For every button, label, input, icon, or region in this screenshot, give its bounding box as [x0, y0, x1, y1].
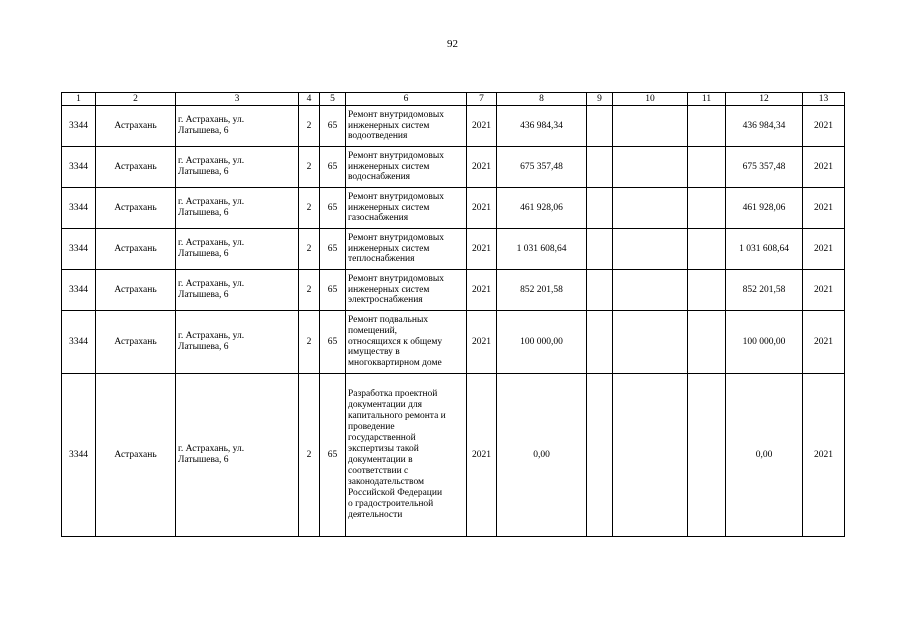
cell-line: Российской Федерации [348, 487, 443, 498]
column-header: 13 [803, 93, 845, 106]
cell-c6 [346, 229, 467, 270]
cell-c11 [688, 106, 726, 147]
cell-c2: Астрахань [96, 188, 176, 229]
cell-line: г. Астрахань, ул. [178, 331, 245, 342]
cell-c9 [587, 311, 613, 374]
cell-c5: 65 [320, 374, 346, 537]
cell-c10 [613, 270, 688, 311]
cell-line: проведение [348, 422, 395, 433]
column-header: 7 [467, 93, 497, 106]
cell-line: документации в [348, 455, 413, 465]
cell-c4: 2 [299, 188, 320, 229]
cell-c7: 2021 [467, 229, 497, 270]
column-header: 4 [299, 93, 320, 106]
cell-c11 [688, 147, 726, 188]
cell-c1: 3344 [62, 106, 96, 147]
table-row [62, 229, 845, 270]
cell-c11 [688, 270, 726, 311]
cell-c4: 2 [299, 147, 320, 188]
cell-c11 [688, 188, 726, 229]
cell-c10 [613, 374, 688, 537]
column-header: 11 [688, 93, 726, 106]
cell-c11 [688, 311, 726, 374]
column-header: 12 [726, 93, 803, 106]
cell-line: законодательством [348, 476, 425, 487]
cell-c7: 2021 [467, 188, 497, 229]
cell-c6 [346, 147, 467, 188]
cell-c6 [346, 106, 467, 147]
cell-line: г. Астрахань, ул. [178, 238, 245, 249]
cell-line: инженерных систем [348, 120, 430, 131]
cell-c7: 2021 [467, 374, 497, 537]
cell-c3 [176, 147, 299, 188]
cell-c9 [587, 188, 613, 229]
table-body [62, 106, 845, 537]
table-row [62, 147, 845, 188]
cell-line: инженерных систем [348, 202, 430, 213]
cell-line: г. Астрахань, ул. [178, 115, 245, 126]
cell-line: г. Астрахань, ул. [178, 197, 245, 208]
cell-line: газоснабжения [348, 213, 409, 224]
cell-line: экспертизы такой [348, 444, 419, 455]
cell-line: г. Астрахань, ул. [178, 279, 245, 290]
cell-line: Ремонт внутридомовых [348, 109, 444, 120]
cell-line: водоснабжения [348, 172, 411, 183]
cell-line: Латышева, 6 [178, 249, 229, 259]
cell-line: водоотведения [348, 131, 408, 142]
cell-c12: 436 984,34 [726, 106, 803, 147]
cell-c3 [176, 229, 299, 270]
cell-c12: 100 000,00 [726, 311, 803, 374]
cell-line: теплоснабжения [348, 254, 415, 265]
cell-line: Ремонт подвальных [348, 314, 429, 325]
cell-c5: 65 [320, 188, 346, 229]
cell-c7: 2021 [467, 147, 497, 188]
cell-c7: 2021 [467, 270, 497, 311]
cell-c4: 2 [299, 374, 320, 537]
page-number: 92 [447, 38, 458, 50]
cell-line: имуществу в [348, 347, 400, 358]
cell-c5: 65 [320, 311, 346, 374]
cell-line: Латышева, 6 [178, 455, 229, 465]
cell-line: Латышева, 6 [178, 126, 229, 136]
cell-c10 [613, 106, 688, 147]
table-row [62, 188, 845, 229]
cell-c9 [587, 147, 613, 188]
cell-c2: Астрахань [96, 311, 176, 374]
cell-c3 [176, 188, 299, 229]
cell-c3 [176, 270, 299, 311]
cell-line: деятельности [348, 509, 403, 520]
cell-c1: 3344 [62, 374, 96, 537]
cell-c2: Астрахань [96, 270, 176, 311]
cell-line: Латышева, 6 [178, 208, 229, 218]
cell-line: Латышева, 6 [178, 290, 229, 300]
cell-line: г. Астрахань, ул. [178, 156, 245, 167]
cell-line: относящихся к общему [348, 336, 443, 347]
cell-c8: 1 031 608,64 [497, 229, 587, 270]
cell-line: соответствии с [348, 465, 409, 476]
cell-c11 [688, 229, 726, 270]
cell-line: документации для [348, 400, 423, 411]
cell-c12: 852 201,58 [726, 270, 803, 311]
cell-c3 [176, 106, 299, 147]
cell-c13: 2021 [803, 311, 845, 374]
cell-c5: 65 [320, 270, 346, 311]
cell-c2: Астрахань [96, 147, 176, 188]
cell-c12: 461 928,06 [726, 188, 803, 229]
cell-c6 [346, 270, 467, 311]
table-row [62, 311, 845, 374]
table-header [62, 93, 845, 106]
column-header: 6 [346, 93, 467, 106]
cell-c10 [613, 188, 688, 229]
cell-c12: 675 357,48 [726, 147, 803, 188]
cell-c10 [613, 229, 688, 270]
column-header: 10 [613, 93, 688, 106]
cell-c8: 675 357,48 [497, 147, 587, 188]
cell-line: Латышева, 6 [178, 167, 229, 177]
cell-line: инженерных систем [348, 284, 430, 295]
column-header: 8 [497, 93, 587, 106]
column-header: 2 [96, 93, 176, 106]
table-row [62, 374, 845, 537]
cell-line: Ремонт внутридомовых [348, 232, 444, 243]
table-row [62, 106, 845, 147]
cell-c9 [587, 106, 613, 147]
cell-line: инженерных систем [348, 243, 430, 254]
cell-line: Ремонт внутридомовых [348, 273, 444, 284]
cell-c1: 3344 [62, 147, 96, 188]
cell-line: капитального ремонта и [348, 411, 446, 422]
cell-c13: 2021 [803, 106, 845, 147]
cell-line: государственной [348, 433, 416, 444]
cell-c4: 2 [299, 270, 320, 311]
header-row [62, 93, 845, 106]
cell-c4: 2 [299, 229, 320, 270]
cell-c12: 0,00 [726, 374, 803, 537]
cell-c5: 65 [320, 106, 346, 147]
table-row [62, 270, 845, 311]
cell-line: о градостроительной [348, 498, 434, 509]
cell-c2: Астрахань [96, 229, 176, 270]
cell-c7: 2021 [467, 106, 497, 147]
cell-c8: 461 928,06 [497, 188, 587, 229]
cell-c3 [176, 374, 299, 537]
cell-c13: 2021 [803, 147, 845, 188]
cell-c11 [688, 374, 726, 537]
cell-c8: 436 984,34 [497, 106, 587, 147]
column-header: 3 [176, 93, 299, 106]
cell-c12: 1 031 608,64 [726, 229, 803, 270]
cell-c9 [587, 374, 613, 537]
cell-c13: 2021 [803, 270, 845, 311]
cell-line: инженерных систем [348, 161, 430, 172]
cell-c1: 3344 [62, 270, 96, 311]
cell-c5: 65 [320, 229, 346, 270]
cell-c8: 0,00 [497, 374, 587, 537]
cell-c6 [346, 374, 467, 537]
cell-c9 [587, 270, 613, 311]
cell-c13: 2021 [803, 229, 845, 270]
cell-c1: 3344 [62, 229, 96, 270]
cell-c10 [613, 311, 688, 374]
cell-c1: 3344 [62, 188, 96, 229]
cell-c13: 2021 [803, 188, 845, 229]
cell-line: помещений, [348, 325, 398, 336]
cell-c3 [176, 311, 299, 374]
column-header: 5 [320, 93, 346, 106]
cell-line: многоквартирном доме [348, 358, 442, 369]
column-header: 9 [587, 93, 613, 106]
cell-line: Ремонт внутридомовых [348, 150, 444, 161]
cell-c8: 852 201,58 [497, 270, 587, 311]
cell-c2: Астрахань [96, 106, 176, 147]
column-header: 1 [62, 93, 96, 106]
cell-c7: 2021 [467, 311, 497, 374]
cell-c1: 3344 [62, 311, 96, 374]
cell-c4: 2 [299, 106, 320, 147]
cell-c5: 65 [320, 147, 346, 188]
cell-c8: 100 000,00 [497, 311, 587, 374]
cell-line: Ремонт внутридомовых [348, 191, 444, 202]
cell-line: электроснабжения [348, 295, 423, 306]
cell-c13: 2021 [803, 374, 845, 537]
cell-c6 [346, 188, 467, 229]
cell-c9 [587, 229, 613, 270]
cell-c10 [613, 147, 688, 188]
cell-c2: Астрахань [96, 374, 176, 537]
cell-line: Разработка проектной [348, 389, 438, 400]
cell-line: г. Астрахань, ул. [178, 444, 245, 455]
cell-c4: 2 [299, 311, 320, 374]
cell-line: Латышева, 6 [178, 342, 229, 352]
repair-schedule-table [61, 92, 845, 537]
cell-c6 [346, 311, 467, 374]
